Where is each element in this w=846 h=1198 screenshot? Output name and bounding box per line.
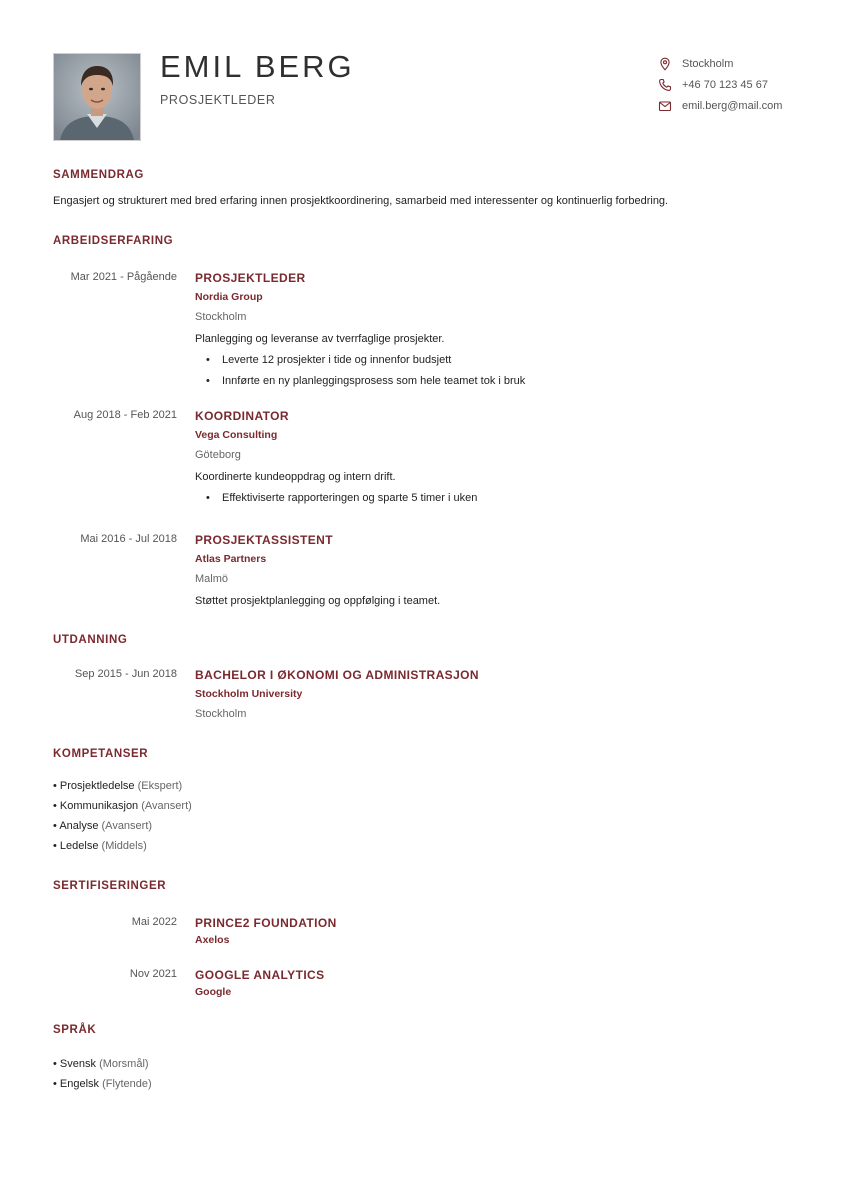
section-title-languages: SPRÅK (53, 1024, 97, 1036)
contact-info (658, 53, 782, 116)
entry-title: PROSJEKTLEDER (195, 271, 306, 285)
bullet-item: • Leverte 12 prosjekter i tide og innenfor budsjett (206, 354, 452, 366)
mail-icon (658, 99, 672, 113)
skill-item: • Kommunikasjon (Avansert) (53, 800, 192, 812)
contact-location-text: Stockholm (682, 57, 734, 70)
phone-icon (658, 78, 672, 92)
summary-text: Engasjert og strukturert med bred erfaring innen prosjektkoordinering, samarbeid med interessenter og kontinuerlig forbedring. (53, 195, 669, 207)
entry-location: Stockholm (195, 311, 247, 323)
entry-bullets (195, 488, 795, 509)
section-title-education: UTDANNING (53, 634, 128, 646)
entry-location: Malmö (195, 573, 229, 585)
entry-company: Vega Consulting (195, 429, 278, 441)
skills-list (53, 776, 192, 856)
skill-item: • Prosjektledelse (Ekspert) (53, 780, 183, 792)
entry-company: Nordia Group (195, 291, 263, 303)
section-title-skills: KOMPETANSER (53, 748, 149, 760)
language-item: • Engelsk (Flytende) (53, 1078, 152, 1090)
entry-description: Planlegging og leveranse av tverrfaglige prosjekter. (195, 333, 445, 345)
entry-dates: Mar 2021 - Pågående (70, 271, 177, 283)
entry-location: Stockholm (195, 708, 247, 720)
languages-list (53, 1054, 152, 1094)
bullet-item: • Effektiviserte rapporteringen og sparte 5 timer i uken (206, 492, 478, 504)
cert-name: GOOGLE ANALYTICS (195, 968, 325, 982)
entry-company: Atlas Partners (195, 553, 267, 565)
language-item: • Svensk (Morsmål) (53, 1058, 149, 1070)
cert-date: Mai 2022 (131, 916, 177, 928)
entry-description: Koordinerte kundeoppdrag og intern drift. (195, 471, 396, 483)
contact-phone-text[interactable]: +46 70 123 45 67 (682, 78, 768, 91)
entry-title: PROSJEKTASSISTENT (195, 533, 333, 547)
contact-location (658, 53, 782, 74)
entry-dates: Sep 2015 - Jun 2018 (74, 668, 177, 680)
cert-issuer: Google (195, 986, 232, 998)
entry-dates: Aug 2018 - Feb 2021 (73, 409, 177, 421)
location-pin-icon (658, 57, 672, 71)
contact-phone (658, 74, 782, 95)
section-title-summary: SAMMENDRAG (53, 169, 144, 181)
entry-school: Stockholm University (195, 688, 303, 700)
candidate-name: EMIL BERG (160, 49, 355, 84)
entry-degree: BACHELOR I ØKONOMI OG ADMINISTRASJON (195, 668, 479, 682)
skill-item: • Analyse (Avansert) (53, 820, 153, 832)
cert-date: Nov 2021 (129, 968, 177, 980)
entry-title: KOORDINATOR (195, 409, 289, 423)
candidate-title: PROSJEKTLEDER (160, 93, 276, 107)
entry-location: Göteborg (195, 449, 241, 461)
bullet-item: • Innførte en ny planleggingsprosess som hele teamet tok i bruk (206, 375, 526, 387)
entry-dates: Mai 2016 - Jul 2018 (80, 533, 177, 545)
cert-name: PRINCE2 FOUNDATION (195, 916, 337, 930)
contact-email-text[interactable]: emil.berg@mail.com (682, 99, 783, 112)
skill-item: • Ledelse (Middels) (53, 840, 147, 852)
section-title-experience: ARBEIDSERFARING (53, 235, 174, 247)
cert-issuer: Axelos (195, 934, 230, 946)
profile-photo (53, 53, 141, 141)
entry-bullets (195, 350, 795, 392)
entry-description: Støttet prosjektplanlegging og oppfølging i teamet. (195, 595, 441, 607)
section-title-certifications: SERTIFISERINGER (53, 880, 167, 892)
contact-email (658, 95, 782, 116)
